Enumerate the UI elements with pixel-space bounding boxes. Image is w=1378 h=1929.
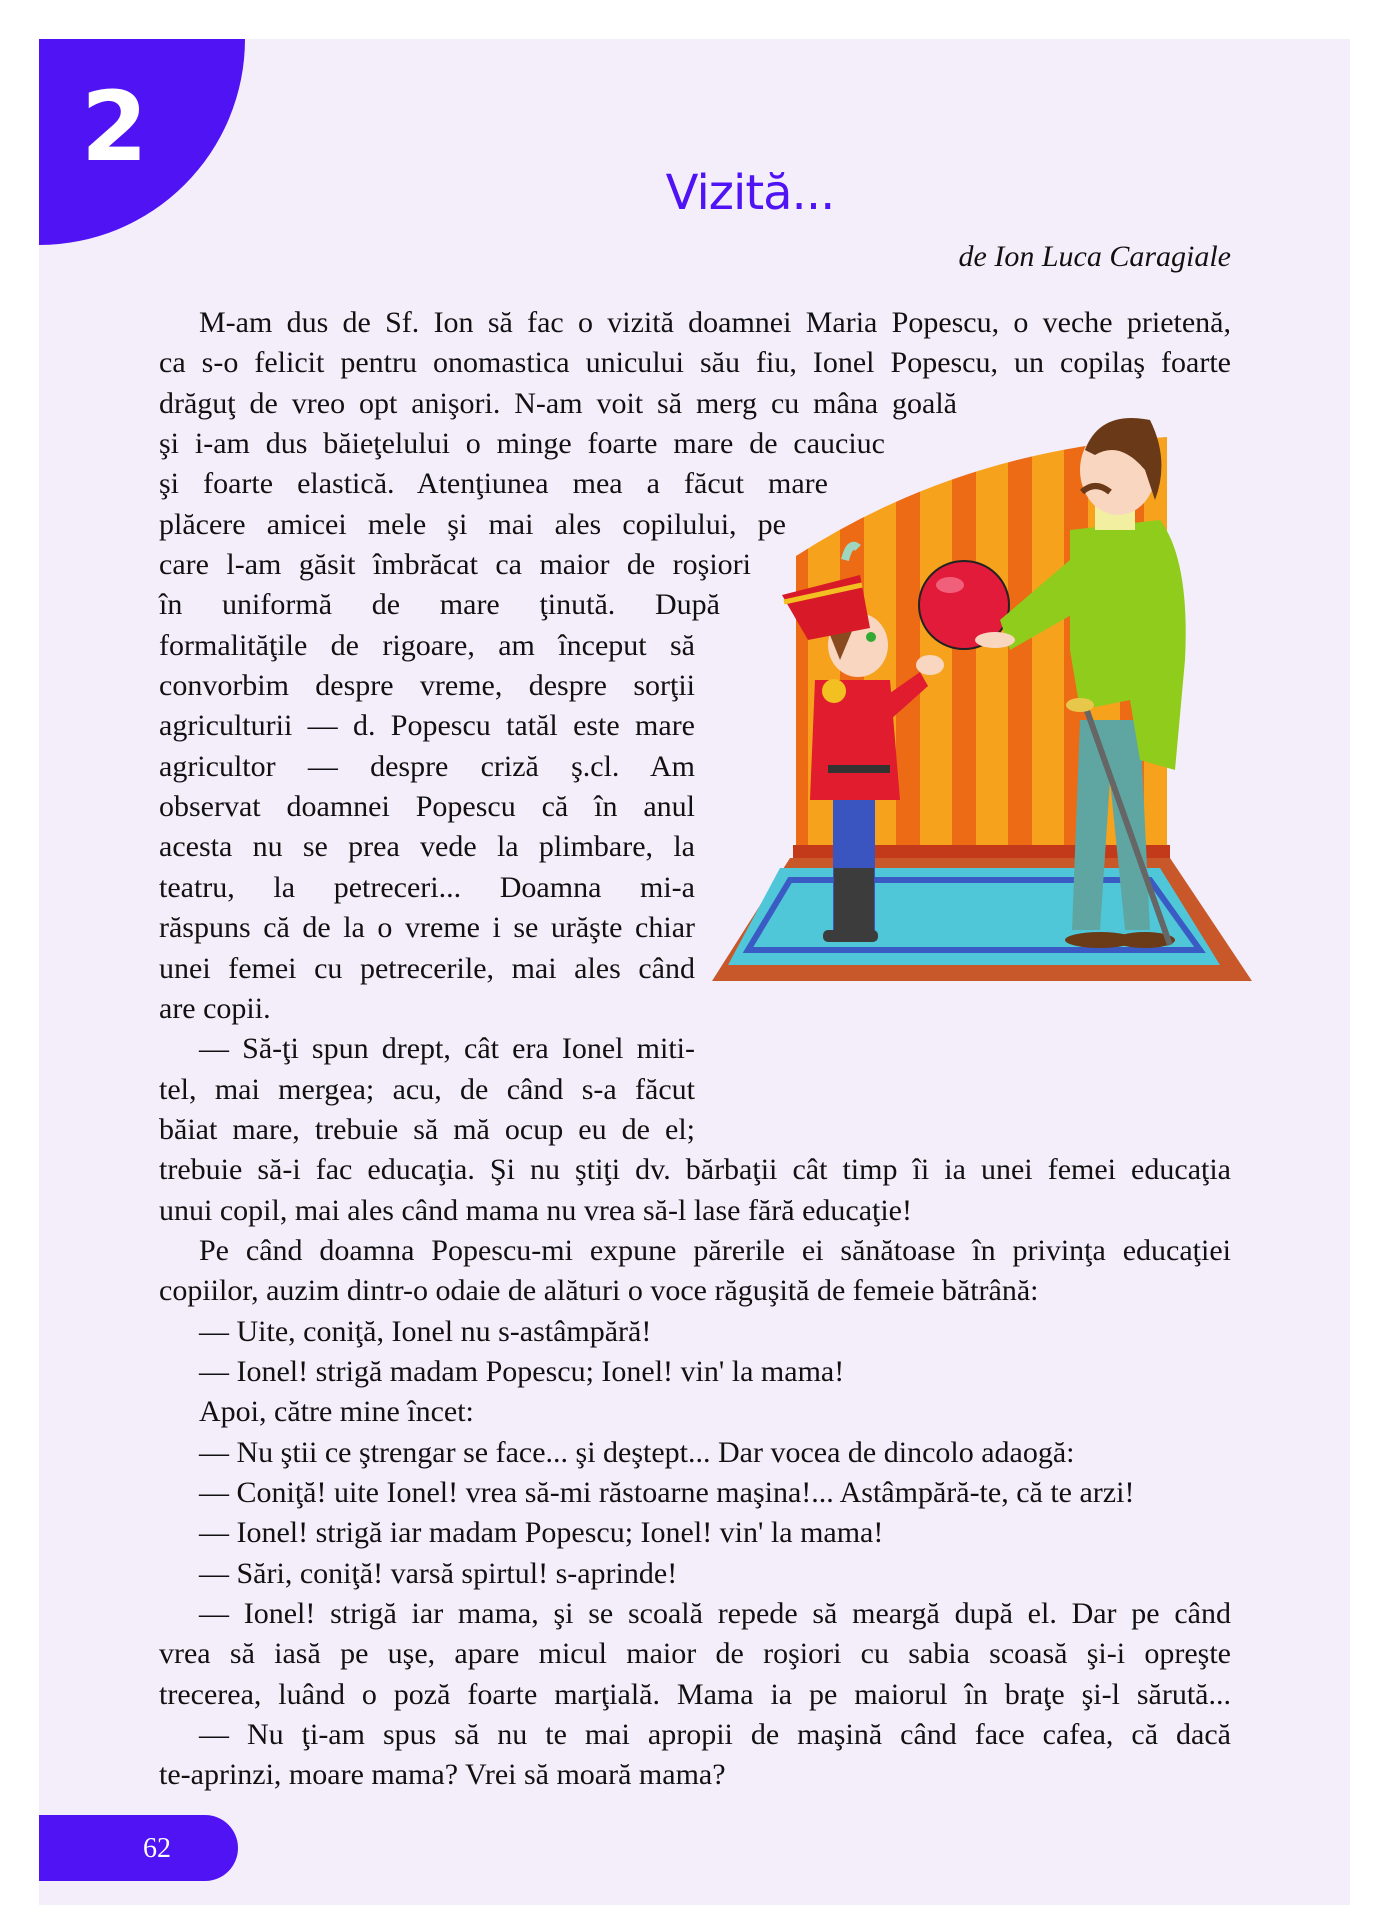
text-line: în uniformă de mare ţinută. După [159,588,720,622]
text-line: trebuie să-i fac educaţia. Şi nu ştiţi dv. bărbaţii cât timp îi ia unei femei educaţia [159,1153,1231,1187]
text-line: răspuns că de la o vreme i se urăşte chiar [159,911,695,945]
text-line: ca s-o felicit pentru onomastica unicului său fiu, Ionel Popescu, un copilaş foarte [159,346,1231,380]
text-line: — Să-ţi spun drept, cât era Ionel miti- [199,1032,695,1066]
text-line: are copii. [159,991,271,1025]
chapter-number: 2 [81,71,148,183]
text-line: — Nu ţi-am spus să nu te mai apropii de maşină când face cafea, că dacă [199,1718,1231,1752]
text-line: copiilor, auzim dintr-o odaie de alături o voce răguşită de femeie bătrână: [159,1274,1039,1308]
page-number-tab [39,1815,238,1881]
story-author: de Ion Luca Caragiale [958,240,1231,273]
text-line: drăguţ de vreo opt anişori. N-am voit să merg cu mâna goală [159,386,957,420]
text-line: — Nu ştii ce ştrengar se face... şi deştept... Dar vocea de dincolo adaogă: [199,1435,1075,1469]
text-line: — Uite, coniţă, Ionel nu s-astâmpără! [199,1314,652,1348]
text-line: agricultor — despre criză ş.cl. Am [159,749,695,783]
text-line: — Ionel! strigă iar madam Popescu; Ionel! vin' la mama! [199,1516,884,1550]
text-line: băiat mare, trebuie să mă ocup eu de el; [159,1112,695,1146]
text-line: teatru, la petreceri... Doamna mi-a [159,870,695,904]
text-line: vrea să iasă pe uşe, apare micul maior de roşiori cu sabia scoasă şi-i opreşte [159,1637,1231,1671]
story-title: Vizită... [665,165,835,221]
text-line: plăcere amicei mele şi mai ales copilului, pe [159,507,786,541]
text-line: — Sări, coniţă! varsă spirtul! s-aprinde! [199,1556,678,1590]
text-line: tel, mai mergea; acu, de când s-a făcut [159,1072,695,1106]
text-line: te-aprinzi, moare mama? Vrei să moară mama? [159,1758,726,1792]
text-line: — Coniţă! uite Ionel! vrea să-mi răstoarne maşina!... Astâmpără-te, că te arzi! [199,1475,1135,1509]
text-line: — Ionel! strigă madam Popescu; Ionel! vin' la mama! [199,1354,845,1388]
text-line: — Ionel! strigă iar mama, şi se scoală repede să meargă după el. Dar pe când [199,1597,1231,1630]
text-line: acesta nu se prea vede la plimbare, la [159,830,695,864]
text-line: Pe când doamna Popescu-mi expune părerile ei sănătoase în privinţa educaţiei [199,1233,1231,1267]
text-line: M-am dus de Sf. Ion să fac o vizită doamnei Maria Popescu, o veche prietenă, [199,306,1231,339]
text-line: Apoi, către mine încet: [199,1395,474,1429]
text-line: formalităţile de rigoare, am început să [159,628,695,662]
text-line: care l-am găsit îmbrăcat ca maior de roşiori [159,548,751,582]
text-line: şi foarte elastică. Atenţiunea mea a făcut mare [159,467,828,501]
text-line: convorbim despre vreme, despre sorţii [159,669,695,703]
story-illustration [700,410,1300,1130]
page-number: 62 [143,1833,171,1864]
text-line: şi i-am dus băieţelului o minge foarte mare de cauciuc [159,427,885,461]
text-line: trecerea, luând o poză foarte marţială. Mama ia pe maiorul în braţe şi-l sărută... [159,1677,1231,1711]
text-line: agriculturii — d. Popescu tatăl este mare [159,709,695,743]
text-line: unei femei cu petrecerile, mai ales când [159,951,695,985]
text-line: unui copil, mai ales când mama nu vrea să-l lase fără educaţie! [159,1193,912,1227]
text-line: observat doamnei Popescu că în anul [159,790,695,824]
